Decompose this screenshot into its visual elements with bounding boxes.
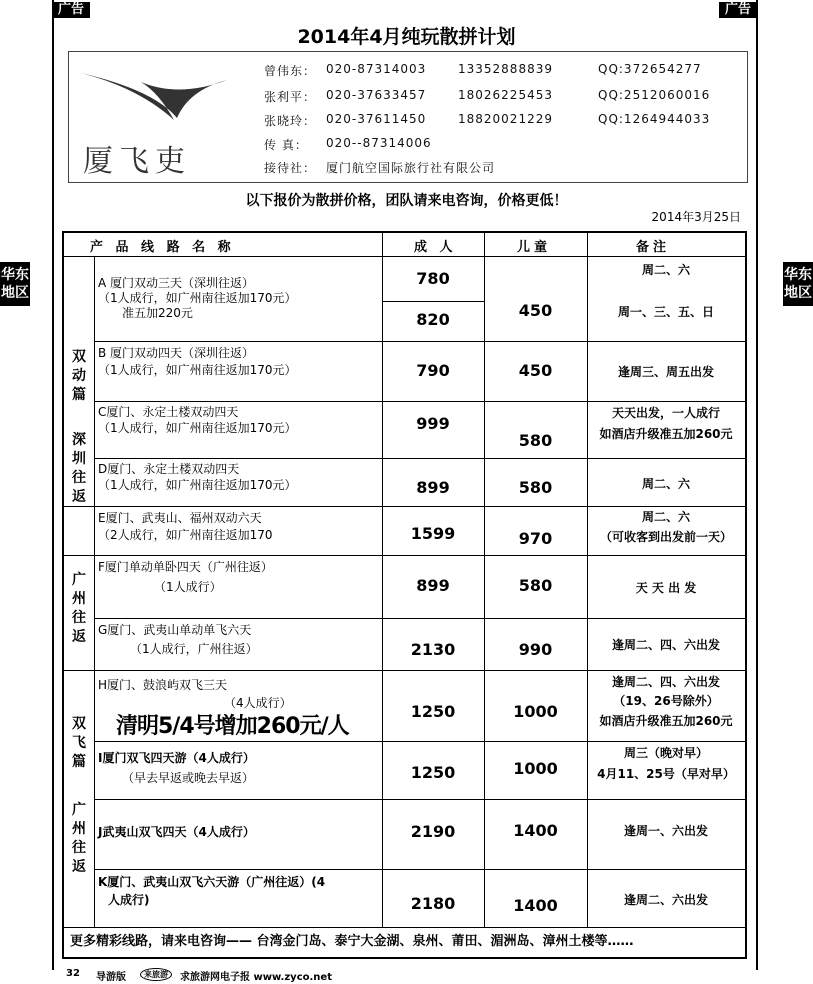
remark-a-1: 周二、六 [641,263,690,277]
row-line-hi [94,741,745,742]
price-k-child: 1400 [513,896,558,915]
contact-name-1: 曾伟东： [264,64,317,78]
group-label-dual-flight: 双飞篇 [72,716,86,770]
contact-mobile-3: 18820021229 [458,112,553,126]
contact-name-2: 张利平： [264,90,317,104]
remark-c-2: 如酒店升级准五加260元 [599,427,733,441]
price-e-child: 970 [518,529,553,548]
contact-mobile-2: 18026225453 [458,88,553,102]
row-line-a-split [382,301,484,302]
route-f-name: F厦门单动单卧四天（广州往返） [98,560,273,574]
right-rule [756,0,758,970]
header-remark: 备注 [636,240,671,255]
remark-k: 逢周二、六出发 [623,893,708,907]
price-d-adult: 899 [416,478,450,497]
price-a-child: 450 [518,301,553,320]
contact-qq-1: QQ:372654277 [598,62,702,76]
section-label: 导游版 [96,972,126,983]
group-label-guangzhou-1: 广州往返 [72,572,86,645]
row-line-cd [94,458,745,459]
brand-logo-icon: 来旅游 [140,968,172,981]
page-title: 2014年4月纯玩散拼计划 [297,26,516,48]
route-j-name: J武夷山双飞四天（4人成行） [98,825,255,839]
group-line-2 [64,555,745,556]
group-label-dual-train: 双动篇 [72,349,86,403]
remark-c-1: 天天出发，一人成行 [611,406,720,420]
remark-a-2: 周一、三、五、日 [617,305,714,319]
route-a-note: （1人成行，如广州南往返加170元） [98,291,297,305]
route-h-name: H厦门、鼓浪屿双飞三天 [98,678,228,692]
price-c-child: 580 [518,431,553,450]
remark-h-1: 逢周二、四、六出发 [611,675,720,689]
agency-label: 接待社： [264,161,317,175]
remark-e-1: 周二、六 [641,510,690,524]
contact-mobile-1: 13352888839 [458,62,553,76]
route-h-note: （4人成行） [224,696,292,710]
price-e-adult: 1599 [410,524,456,543]
remark-i-2: 4月11、25号（早对早） [597,767,735,781]
header-line [64,256,745,257]
route-b-name: B 厦门双动四天（深圳往返） [98,346,255,360]
route-f-note: （1人成行） [154,580,222,594]
route-i-name: I厦门双飞四天游（4人成行） [98,751,255,765]
price-g-adult: 2130 [410,640,456,659]
price-k-adult: 2180 [410,894,456,913]
site-label: 求旅游网电子报 www.zyco.net [180,972,332,983]
remark-d: 周二、六 [641,477,690,491]
price-d-child: 580 [518,478,553,497]
contact-phone-3: 020-37611450 [326,112,427,126]
route-c-note: （1人成行，如广州南往返加170元） [98,421,297,435]
remark-b: 逢周三、周五出发 [617,365,714,379]
remark-h-3: 如酒店升级准五加260元 [599,714,733,728]
ad-tag-left: 广告 [52,2,90,18]
price-i-child: 1000 [513,759,558,778]
price-f-adult: 899 [416,576,450,595]
route-g-note: （1人成行，广州往返） [130,642,258,656]
ad-tag-right: 广告 [719,2,757,18]
footer-line [64,927,745,928]
price-notice: 以下报价为散拼价格，团队请来电咨询，价格更低！ [245,193,568,209]
header-child: 儿童 [517,240,552,255]
row-line-ij [94,799,745,800]
price-j-adult: 2190 [410,822,456,841]
remark-g: 逢周二、四、六出发 [611,638,720,652]
route-a-note2: 准五加220元 [122,306,193,320]
price-h-child: 1000 [513,702,558,721]
promo-qingming: 清明5/4号增加260元/人 [116,714,349,739]
group-label-guangzhou-2: 广州往返 [72,802,86,875]
row-line-jk [94,869,745,870]
remark-e-2: （可收客到出发前一天） [599,530,732,544]
group-line-1 [64,506,745,507]
remark-h-2: （19、26号除外） [613,694,719,708]
price-i-adult: 1250 [410,763,456,782]
row-line-ab [94,341,745,342]
group-col-line [94,256,95,927]
price-g-child: 990 [518,640,553,659]
contact-box [68,51,748,183]
group-line-3 [64,670,745,671]
contact-qq-3: QQ:1264944033 [598,112,711,126]
row-line-fg [94,618,745,619]
price-a-adult-1: 780 [416,269,450,288]
issue-date: 2014年3月25日 [651,210,741,224]
price-h-adult: 1250 [410,702,456,721]
route-a-name: A 厦门双动三天（深圳往返） [98,276,255,290]
price-b-adult: 790 [416,361,450,380]
route-g-name: G厦门、武夷山单动单飞六天 [98,623,252,637]
header-route: 产 品 线 路 名 称 [90,240,235,255]
left-rule [52,0,54,970]
price-c-adult: 999 [416,414,450,433]
row-line-bc [94,401,745,402]
route-k-note: 人成行) [108,893,150,907]
region-label-left: 华东地区 [0,262,30,306]
more-routes-footer: 更多精彩线路，请来电咨询—— 台湾金门岛、泰宁大金湖、泉州、莆田、湄洲岛、漳州土楼等…… [70,934,634,949]
price-f-child: 580 [518,576,553,595]
fax-number: 020--87314006 [326,136,432,150]
remark-f: 天 天 出 发 [635,581,697,595]
contact-phone-1: 020-87314003 [326,62,427,76]
header-adult: 成 人 [414,240,457,255]
contact-name-3: 张晓玲： [264,114,317,128]
group-label-shenzhen: 深圳往返 [72,432,86,505]
remark-j: 逢周一、六出发 [623,824,708,838]
route-d-note: （1人成行，如广州南往返加170元） [98,478,297,492]
contact-phone-2: 020-37633457 [326,88,427,102]
route-c-name: C厦门、永定土楼双动四天 [98,405,239,419]
tour-table [62,231,747,959]
logo-name: 厦飞吏 [83,144,191,179]
fax-label: 传 真： [264,138,308,152]
contact-qq-2: QQ:2512060016 [598,88,711,102]
price-j-child: 1400 [513,821,558,840]
region-label-right: 华东地区 [783,262,813,306]
route-e-name: E厦门、武夷山、福州双动六天 [98,511,262,525]
airline-logo-icon [79,68,229,128]
page-number: 32 [66,968,80,979]
agency-name: 厦门航空国际旅行社有限公司 [326,161,496,175]
route-e-note: （2人成行，如广州南往返加170 [98,528,273,542]
price-b-child: 450 [518,361,553,380]
route-b-note: （1人成行，如广州南往返加170元） [98,363,297,377]
route-i-note: （早去早返或晚去早返） [122,771,255,785]
price-a-adult-2: 820 [416,310,450,329]
route-k-name: K厦门、武夷山双飞六天游（广州往返）(4 [98,875,326,889]
remark-i-1: 周三（晚对早） [623,746,708,760]
route-d-name: D厦门、永定土楼双动四天 [98,462,240,476]
